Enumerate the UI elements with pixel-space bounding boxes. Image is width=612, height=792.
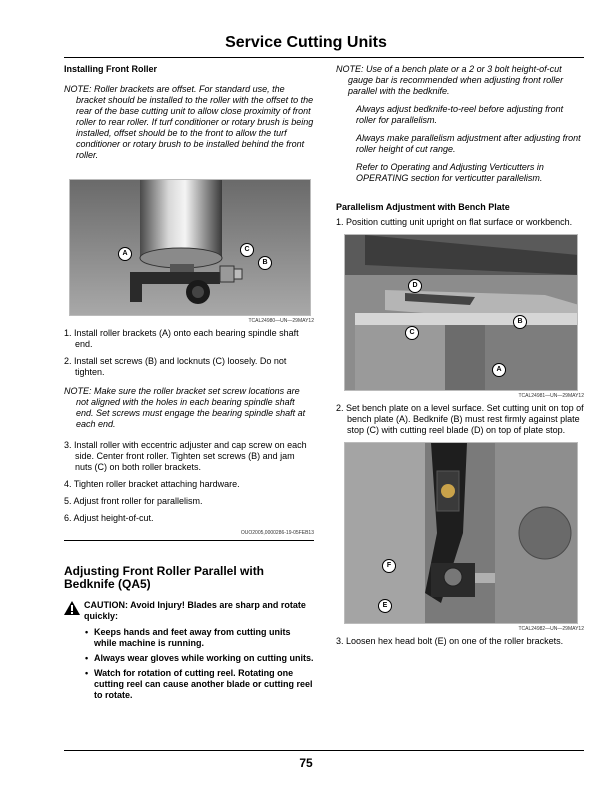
page-title: Service Cutting Units [225, 34, 387, 51]
bench-plate-illustration [345, 235, 578, 391]
note-line: Always make parallelism adjustment after adjusting front roller height of cut range. [356, 133, 581, 154]
parallelism-heading: Parallelism Adjustment with Bench Plate [336, 202, 510, 212]
reference-code: OUO2005,0000286-19-05FEB13 [240, 530, 314, 536]
callout-a: A [118, 247, 132, 261]
bullet-item: • Always wear gloves while working on cutting units. [85, 653, 314, 664]
roller-bracket-photo [344, 442, 578, 624]
right-step-1: 1. Position cutting unit upright on flat surface or workbench. [336, 217, 573, 227]
photo2-caption: TCAL24981—UN—29MAY12 [518, 393, 584, 399]
photo3-caption: TCAL24982—UN—29MAY12 [518, 626, 584, 632]
section-separator [64, 540, 314, 541]
photo1-caption: TCAL24980—UN—29MAY12 [248, 318, 314, 324]
step-4: 4. Tighten roller bracket attaching hardware. [64, 479, 240, 489]
callout-c: C [240, 243, 254, 257]
bullet-item: • Watch for rotation of cutting reel. Rotating one cutting reel can cause another blade or cutting reel to rotate. [85, 668, 314, 701]
right-column [336, 64, 584, 653]
callout-b: B [258, 256, 272, 270]
callout-f: F [382, 559, 396, 573]
callout-e: E [378, 599, 392, 613]
callout-d: D [408, 279, 422, 293]
right-step-2: 2. Set bench plate on a level surface. Set cutting unit on top of bench plate (A). Bedknife (B) must rest firmly against plate stop (C) with cutting reel blade (D) on top of plate stop. [336, 403, 584, 435]
callout-b: B [513, 315, 527, 329]
warning-triangle-icon [64, 601, 80, 615]
left-column [64, 64, 314, 705]
title-rule [64, 57, 584, 58]
caution-text: CAUTION: Avoid Injury! Blades are sharp and rotate quickly: [84, 600, 306, 621]
roller-bracket-note: NOTE: Roller brackets are offset. For standard use, the bracket should be installed to the roller with the offset to the rear of the base cutting unit to allow close proximity of front roller to rear roller. If turf conditioner or rotary brush is being installed, offset should be to the front to allow the turf conditioner or rotary brush to be installed behind the front roller. [64, 84, 314, 160]
caution-bullets [64, 627, 314, 701]
note-line: Always adjust bedknife-to-reel before adjusting front roller for parallelism. [356, 104, 564, 125]
page-number: 75 [299, 756, 313, 770]
bullet-item: • Keeps hands and feet away from cutting units while machine is running. [85, 627, 314, 649]
adjusting-parallel-heading: Adjusting Front Roller Parallel with Bedknife (QA5) [64, 564, 265, 591]
note-line: Refer to Operating and Adjusting Verticutters in OPERATING section for verticutter parallelism. [356, 162, 544, 183]
callout-a: A [492, 363, 506, 377]
step-2: 2. Install set screws (B) and locknuts (C) loosely. Do not tighten. [64, 356, 287, 377]
step-1: 1. Install roller brackets (A) onto each bearing spindle shaft end. [64, 328, 299, 349]
bench-plate-photo [344, 234, 578, 391]
set-screw-note: NOTE: Make sure the roller bracket set screw locations are not aligned with the holes in each bearing spindle shaft end. Set screws must engage the bearing spindle shaft at each end. [64, 386, 306, 429]
footer-rule [64, 750, 584, 751]
bench-plate-note: NOTE: Use of a bench plate or a 2 or 3 bolt height-of-cut gauge bar is recommended when adjusting front roller parallel with the bedknife. [336, 64, 564, 96]
caution-block [64, 600, 314, 622]
right-step-3: 3. Loosen hex head bolt (E) on one of the roller brackets. [336, 636, 564, 646]
step-5: 5. Adjust front roller for parallelism. [64, 496, 203, 506]
front-roller-illustration [70, 180, 311, 316]
roller-bracket-illustration [345, 443, 578, 624]
callout-c: C [405, 326, 419, 340]
step-6: 6. Adjust height-of-cut. [64, 513, 154, 523]
front-roller-photo [69, 179, 311, 316]
step-3: 3. Install roller with eccentric adjuster and cap screw on each side. Center front roller. Tighten set screws (B) and jam nuts (C) on both roller brackets. [64, 440, 307, 472]
installing-front-roller-heading: Installing Front Roller [64, 64, 158, 74]
